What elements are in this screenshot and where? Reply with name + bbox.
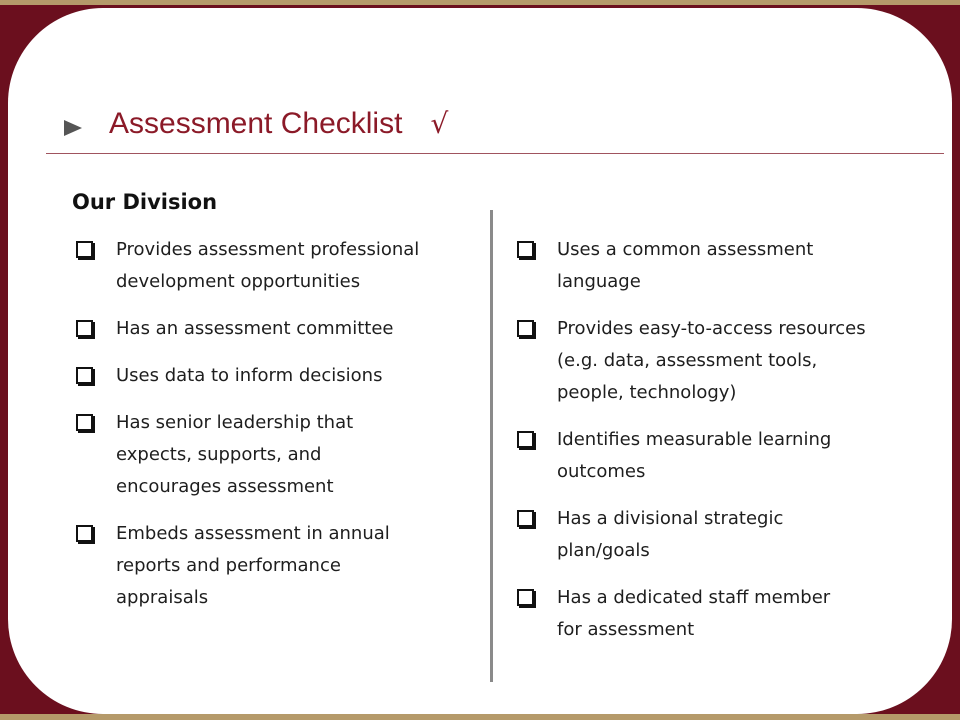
- checklist-item-text: Provides assessment professional development opportunities: [116, 239, 420, 292]
- checkbox-icon: [76, 525, 93, 542]
- frame-top-border: [0, 0, 960, 5]
- checklist-item: [515, 313, 935, 409]
- title-underline: [46, 153, 944, 154]
- checkbox-icon: [76, 367, 93, 384]
- checkbox-icon: [517, 510, 534, 527]
- title-arrow-icon: [64, 120, 82, 136]
- checkbox-icon: [76, 320, 93, 337]
- section-heading: Our Division: [72, 190, 218, 214]
- slide-title-text: Assessment Checklist: [109, 107, 403, 140]
- checkmark-icon: √: [430, 107, 449, 140]
- checkbox-icon: [517, 241, 534, 258]
- checklist-item-text: Has senior leadership that expects, supports, and encourages assessment: [116, 412, 354, 497]
- checklist-item-text: Uses data to inform decisions: [116, 365, 383, 386]
- checklist-item: [515, 424, 935, 488]
- checklist-item-text: Has a divisional strategic plan/goals: [557, 508, 784, 561]
- checklist-item-text: Provides easy-to-access resources (e.g. data, assessment tools, people, technology): [557, 318, 866, 403]
- column-divider: [490, 210, 493, 682]
- checklist-item-text: Has an assessment committee: [116, 318, 394, 339]
- frame-bottom-border: [0, 714, 960, 720]
- slide-title: [109, 104, 448, 144]
- right-checklist: [515, 234, 935, 661]
- checkbox-icon: [76, 241, 93, 258]
- checkbox-icon: [517, 589, 534, 606]
- left-checklist: [74, 234, 486, 629]
- checklist-item-text: Embeds assessment in annual reports and performance appraisals: [116, 523, 390, 608]
- checklist-item: [515, 234, 935, 298]
- checklist-item-text: Has a dedicated staff member for assessment: [557, 587, 831, 640]
- checkbox-icon: [76, 414, 93, 431]
- checklist-item: [74, 360, 486, 392]
- checklist-item-text: Identifies measurable learning outcomes: [557, 429, 832, 482]
- checklist-item: [74, 407, 486, 503]
- checkbox-icon: [517, 431, 534, 448]
- checkbox-icon: [517, 320, 534, 337]
- checklist-item-text: Uses a common assessment language: [557, 239, 814, 292]
- checklist-item: [515, 582, 935, 646]
- checklist-item: [74, 518, 486, 614]
- checklist-item: [74, 234, 486, 298]
- checklist-item: [515, 503, 935, 567]
- checklist-item: [74, 313, 486, 345]
- slide-panel: [8, 8, 952, 714]
